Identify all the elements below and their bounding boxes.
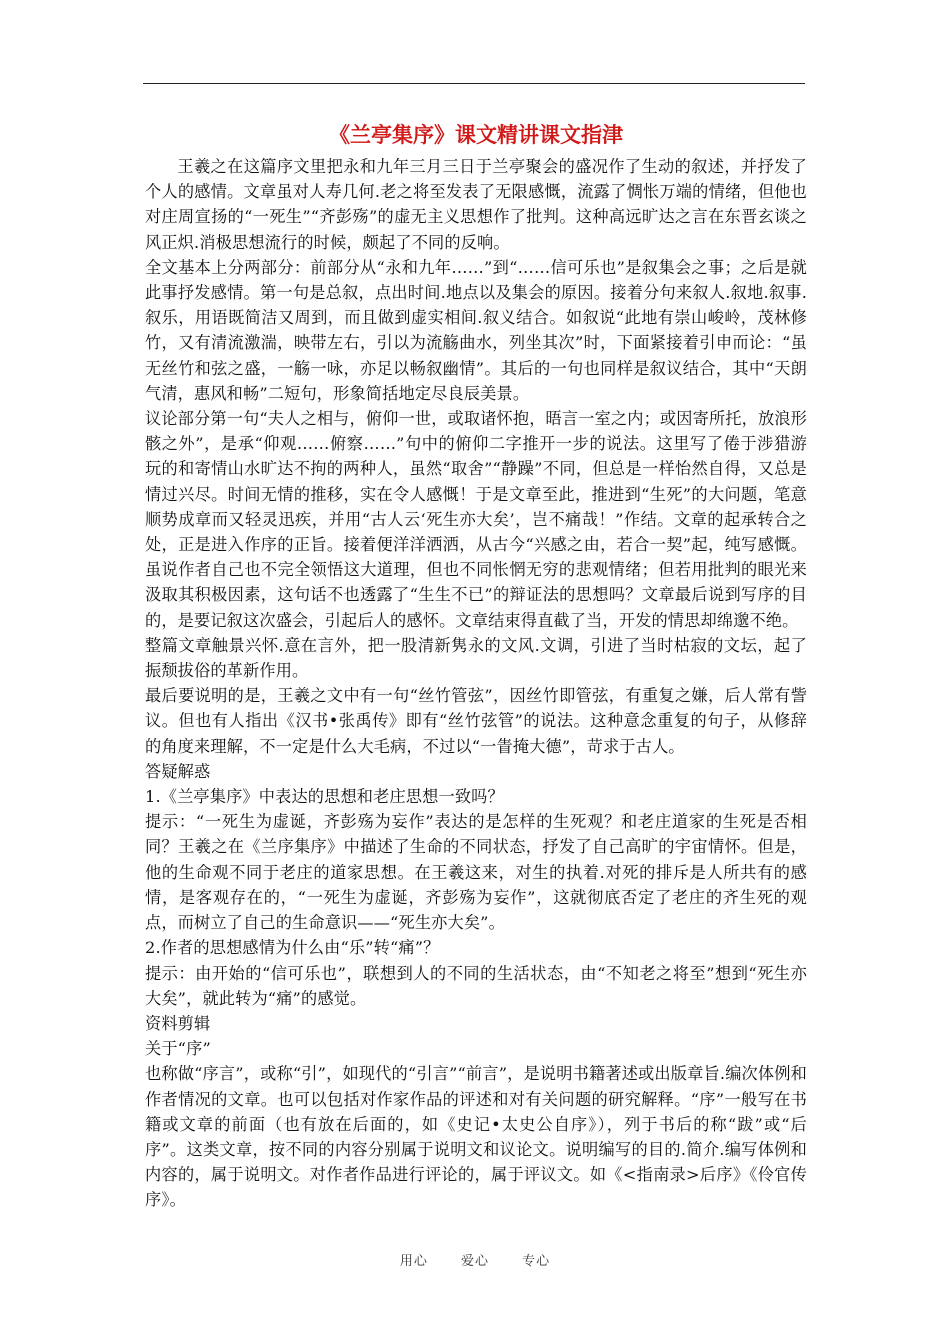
paragraph-structure: 全文基本上分两部分：前部分从“永和九年……”到“……信可乐也”是叙集会之事；之后是就此事抒发感情。第一句是总叙，点出时间.地点以及集会的原因。接着分句来叙人.叙地.叙事.叙乐，用语既简洁又周到，而且做到虚实相间.叙义结合。如叙说“此地有崇山峻岭，茂林修竹，又有清流激湍，映带左右，引以为流觞曲水，列坐其次”时，下面紧接着引申而论：“虽无丝竹和弦之盛，一觞一咏，亦足以畅叙幽情”。其后的一句也同样是叙议结合，其中“天朗气清，惠风和畅”二短句，形象简括地定尽良辰美景。 [145,257,807,403]
footer-text-1: 用心 [399,1254,428,1269]
question-2: 2.作者的思想感情为什么由“乐”转“痛”？ [145,938,440,958]
document-body [145,118,807,1213]
header-rule [143,83,805,84]
subheading-preface: 关于“序” [145,1039,211,1059]
paragraph-summary: 整篇文章触景兴怀.意在言外，把一股清新隽永的文风.文调，引进了当时枯寂的文坛，起了振颓拔俗的革新作用。 [145,635,807,681]
document-title: 《兰亭集序》课文精讲课文指津 [329,123,623,147]
paragraph-discussion: 议论部分第一句“夫人之相与，俯仰一世，或取诸怀抱，晤言一室之内；或因寄所托，放浪形骸之外”，是承“仰观……俯察……”句中的俯仰二字推开一步的说法。这里写了倦于涉猎游玩的和寄情山水旷达不拘的两种人，虽然“取舍”“静躁”不同，但总是一样怡然自得，又总是情过兴尽。时间无情的推移，实在令人感慨！于是文章至此，推进到“生死”的大问题，笔意顺势成章而又轻灵迅疾，并用“古人云‘死生亦大矣’，岂不痛哉！”作结。文章的起承转合之处，正是进入作序的正旨。接着便洋洋洒洒，从古今“兴感之由，若合一契”起，纯写感慨。虽说作者自己也不完全领悟这大道理，但也不同怅惘无穷的悲观情绪；但若用批判的眼光来汲取其积极因素，这句话不也透露了“生生不已”的辩证法的思想吗？文章最后说到写序的目的，是要记叙这次盛会，引起后人的感怀。文章结束得直截了当，开发的情思却绵邈不绝。 [145,409,807,630]
footer-text-2: 爱心 [460,1254,489,1269]
footer-text-3: 专心 [522,1254,551,1269]
section-heading-qa: 答疑解惑 [145,761,211,781]
section-heading-materials: 资料剪辑 [145,1013,211,1033]
paragraph-preface-definition: 也称做“序言”，或称“引”，如现代的“引言”“前言”，是说明书籍著述或出版章旨.编次体例和作者情况的文章。也可以包括对作家作品的评述和对有关问题的研究解释。“序”一般写在书籍或文章的前面（也有放在后面的，如《史记•太史公自序》），列于书后的称“跋”或“后序”。这类文章，按不同的内容分别属于说明文和议论文。说明编写的目的.简介.编写体例和内容的，属于说明文。对作者作品进行评论的，属于评议文。如《<指南录>后序》《伶官传序》。 [145,1064,807,1210]
paragraph-intro: 王羲之在这篇序文里把永和九年三月三日于兰亭聚会的盛况作了生动的叙述，并抒发了个人的感情。文章虽对人寿几何.老之将至发表了无限感慨，流露了惆怅万端的情绪，但他也对庄周宣扬的“一死生”“齐彭殇”的虚无主义思想作了批判。这种高远旷达之言在东晋玄谈之风正炽.消极思想流行的时候，颇起了不同的反响。 [145,157,807,252]
answer-1: 提示：“一死生为虚诞，齐彭殇为妄作”表达的是怎样的生死观？和老庄道家的生死是否相同？王羲之在《兰序集序》中描述了生命的不同状态，抒发了自己高旷的宇宙情怀。但是，他的生命观不同于老庄的道家思想。在王羲这来，对生的执着.对死的排斥是人所共有的感情，是客观存在的，“一死生为虚诞，齐彭殇为妄作”，这就彻底否定了老庄的齐生死的观点，而树立了自己的生命意识——“死生亦大矣”。 [145,812,807,933]
answer-2: 提示：由开始的“信可乐也”，联想到人的不同的生活状态，由“不知老之将至”想到“死生亦大矣”，就此转为“痛”的感觉。 [145,963,807,1008]
page-footer [0,1250,950,1269]
question-1: 1.《兰亭集序》中表达的思想和老庄思想一致吗？ [145,787,504,807]
paragraph-note: 最后要说明的是，王羲之文中有一句“丝竹管弦”，因丝竹即管弦，有重复之嫌，后人常有訾议。但也有人指出《汉书•张禹传》即有“丝竹弦管”的说法。这种意念重复的句子，从修辞的角度来理解，不一定是什么大毛病，不过以“一眚掩大德”，苛求于古人。 [145,686,807,756]
